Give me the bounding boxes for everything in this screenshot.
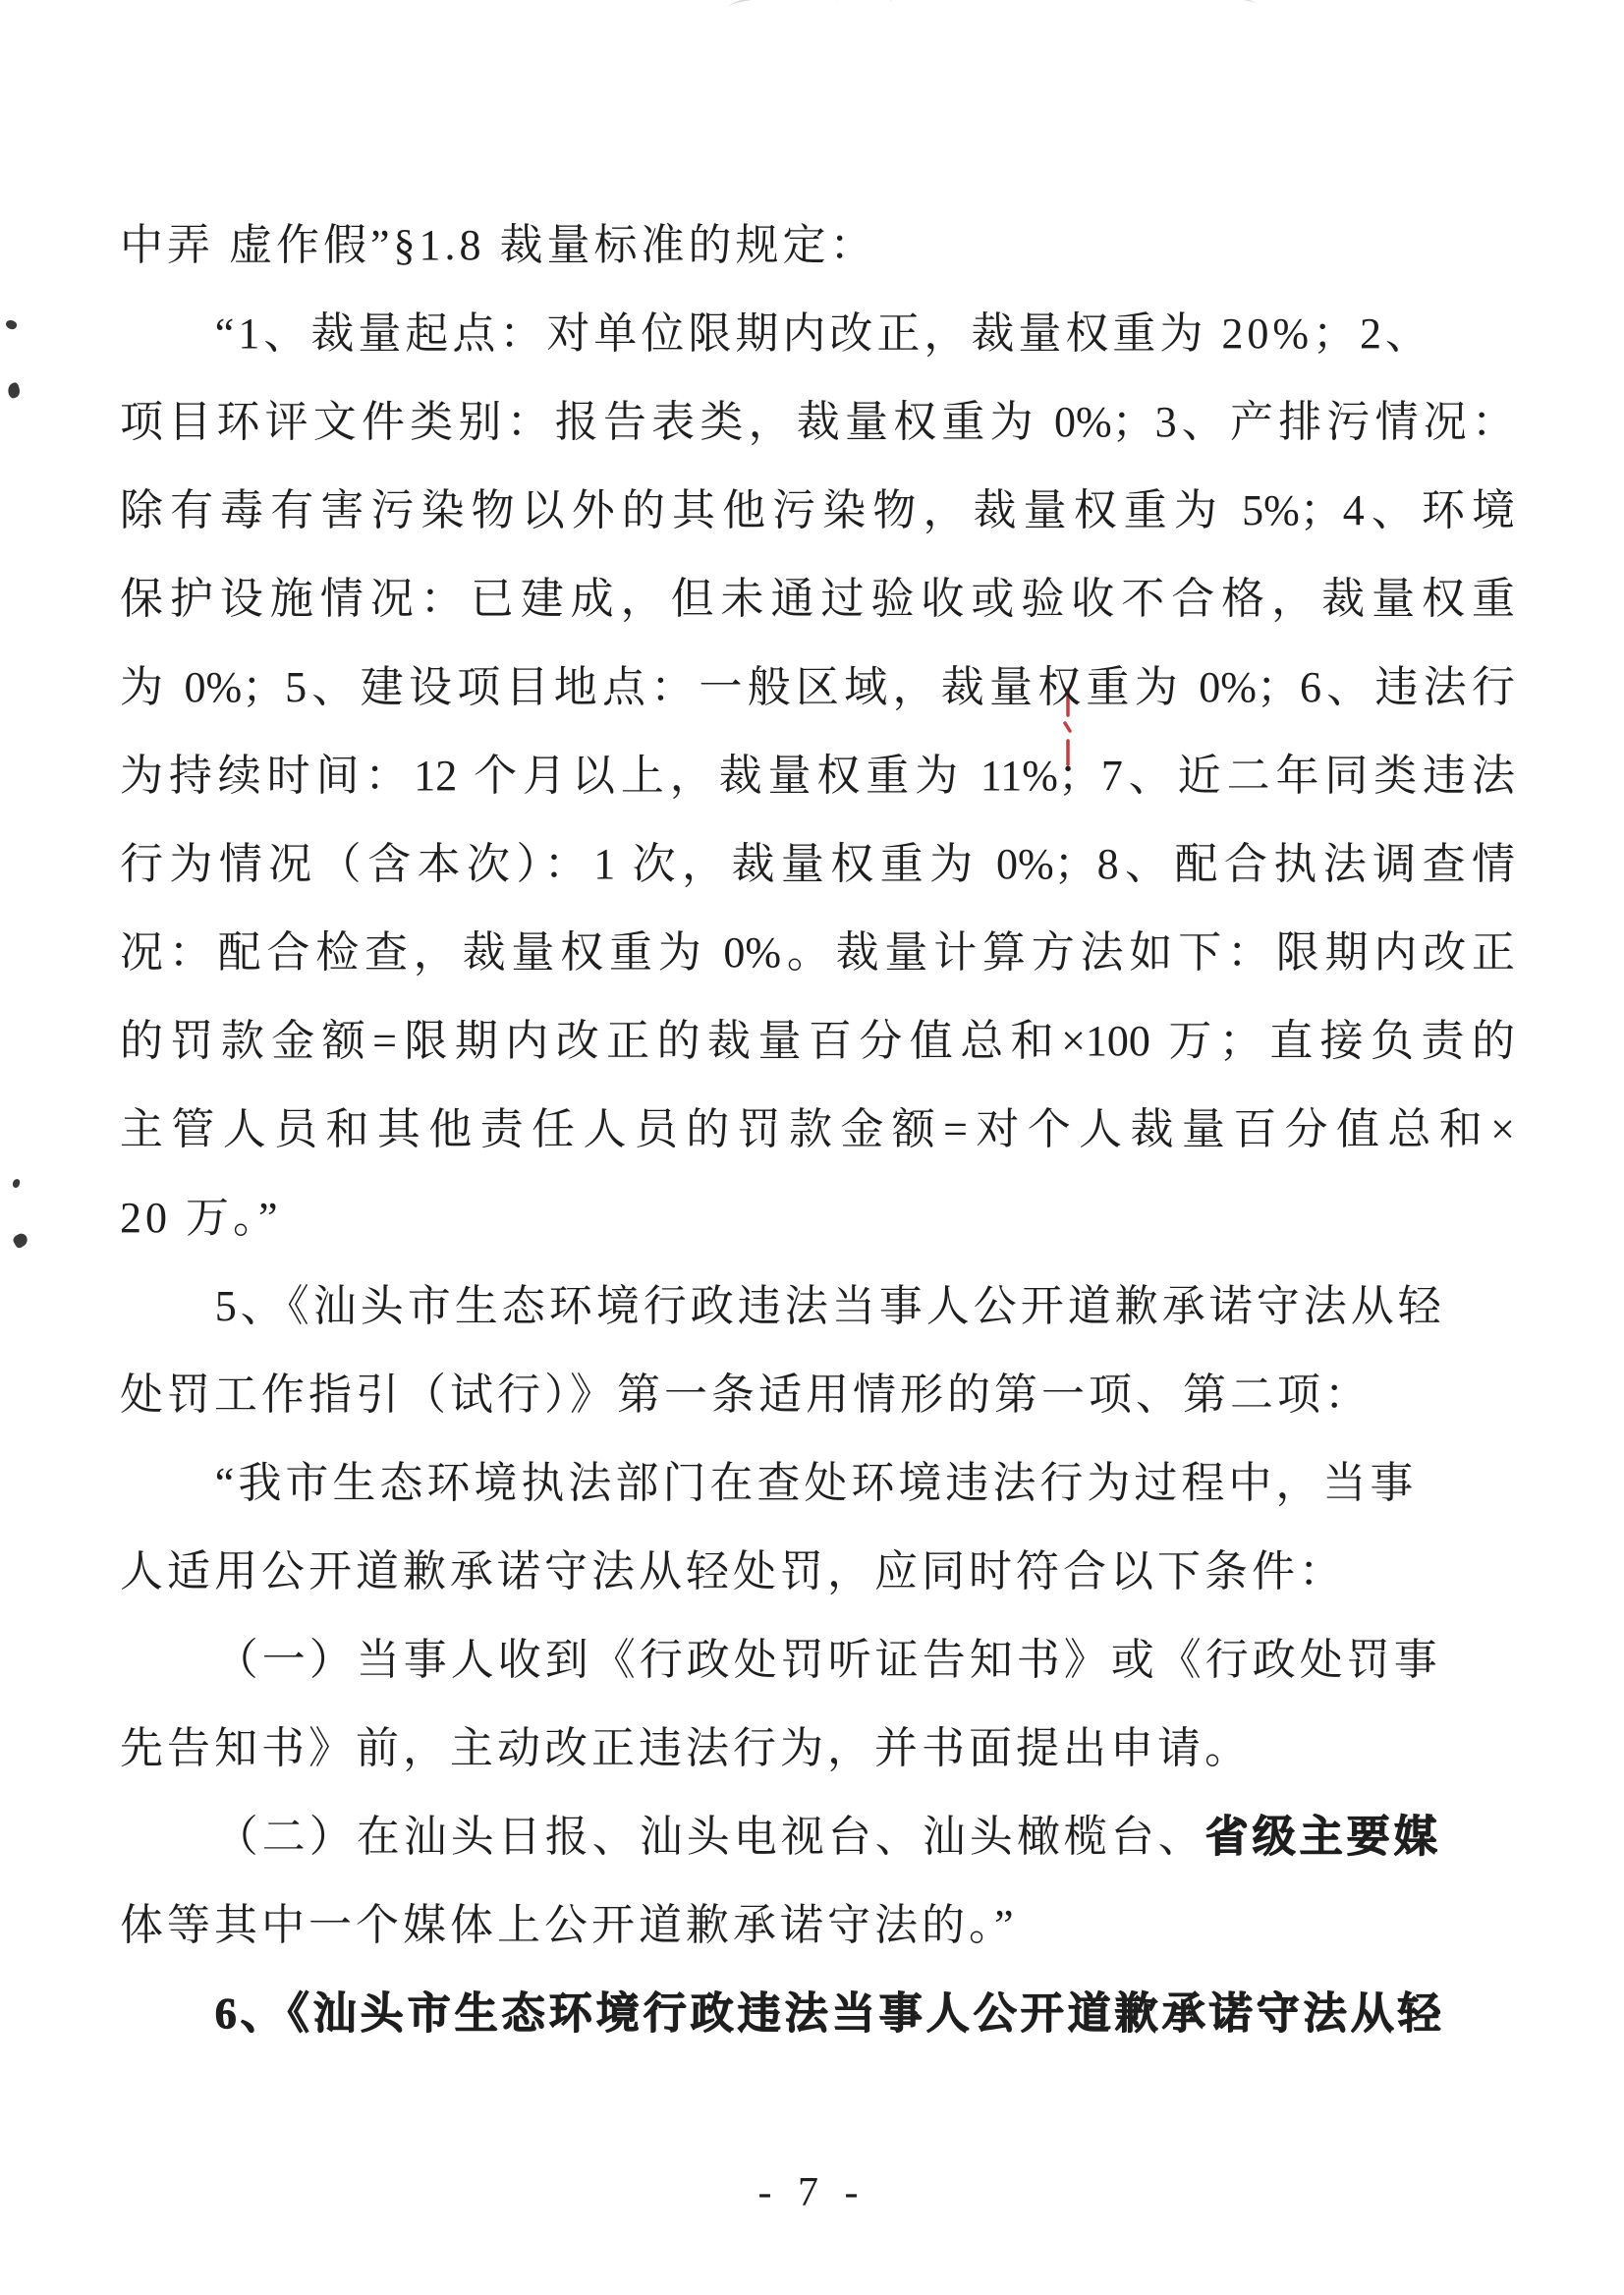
text-line-19-bold: 省级主要媒 (1204, 1813, 1441, 1861)
text-line-9: 况：配合检查，裁量权重为 0%。裁量计算方法如下：限期内改正 (120, 928, 1515, 977)
ink-speck-artifact (12, 1178, 20, 1188)
text-line-3: 项目环评文件类别：报告表类，裁量权重为 0%；3、产排污情况： (120, 398, 1515, 446)
text-line-20: 体等其中一个媒体上公开道歉承诺守法的。” (120, 1901, 1018, 1949)
text-line-2: “1、裁量起点：对单位限期内改正，裁量权重为 20%；2、 (214, 309, 1432, 358)
ink-speck-artifact (6, 382, 22, 400)
text-line-7: 为持续时间：12 个月以上，裁量权重为 11%；7、近二年同类违法 (120, 752, 1515, 800)
text-line-11: 主管人员和其他责任人员的罚款金额=对个人裁量百分值总和× (120, 1105, 1515, 1153)
text-line-19 (120, 1793, 1515, 1881)
text-line-6: 为 0%；5、建设项目地点：一般区域，裁量权重为 0%；6、违法行 (120, 663, 1515, 711)
text-line-1: 中弄 虚作假”§1.8 裁量标准的规定： (120, 221, 877, 269)
text-line-19-normal: （二）在汕头日报、汕头电视台、汕头橄榄台、 (214, 1813, 1205, 1861)
text-line-18: 先告知书》前，主动改正违法行为，并书面提出申请。 (120, 1724, 1252, 1772)
text-line-17: （一）当事人收到《行政处罚听证告知书》或《行政处罚事 (214, 1636, 1441, 1684)
page-number: - 7 - (757, 2170, 867, 2215)
text-line-12: 20 万。” (120, 1194, 282, 1242)
ink-speck-artifact (12, 1231, 30, 1249)
text-line-21: 6、《汕头市生态环境行政违法当事人公开道歉承诺守法从轻 (214, 1989, 1445, 2038)
text-line-8: 行为情况（含本次）：1 次，裁量权重为 0%；8、配合执法调查情 (120, 840, 1515, 888)
text-line-15: “我市生态环境执法部门在查处环境违法行为过程中，当事 (214, 1459, 1418, 1507)
ink-speck-artifact (4, 318, 18, 331)
text-line-5: 保护设施情况：已建成，但未通过验收或验收不合格，裁量权重 (120, 575, 1515, 623)
text-line-10: 的罚款金额=限期内改正的裁量百分值总和×100 万；直接负责的 (120, 1017, 1515, 1065)
text-line-13: 5、《汕头市生态环境行政违法当事人公开道歉承诺守法从轻 (214, 1282, 1445, 1330)
scan-streak-artifact (888, 0, 959, 13)
text-line-16: 人适用公开道歉承诺守法从轻处罚，应同时符合以下条件： (120, 1547, 1346, 1595)
document-body (120, 201, 1515, 2058)
scan-streak-artifact (1108, 0, 1257, 14)
text-line-14: 处罚工作指引（试行）》第一条适用情形的第一项、第二项： (120, 1371, 1372, 1419)
text-line-4: 除有毒有害污染物以外的其他污染物，裁量权重为 5%；4、环境 (120, 486, 1515, 534)
scan-streak-artifact (729, 0, 838, 18)
